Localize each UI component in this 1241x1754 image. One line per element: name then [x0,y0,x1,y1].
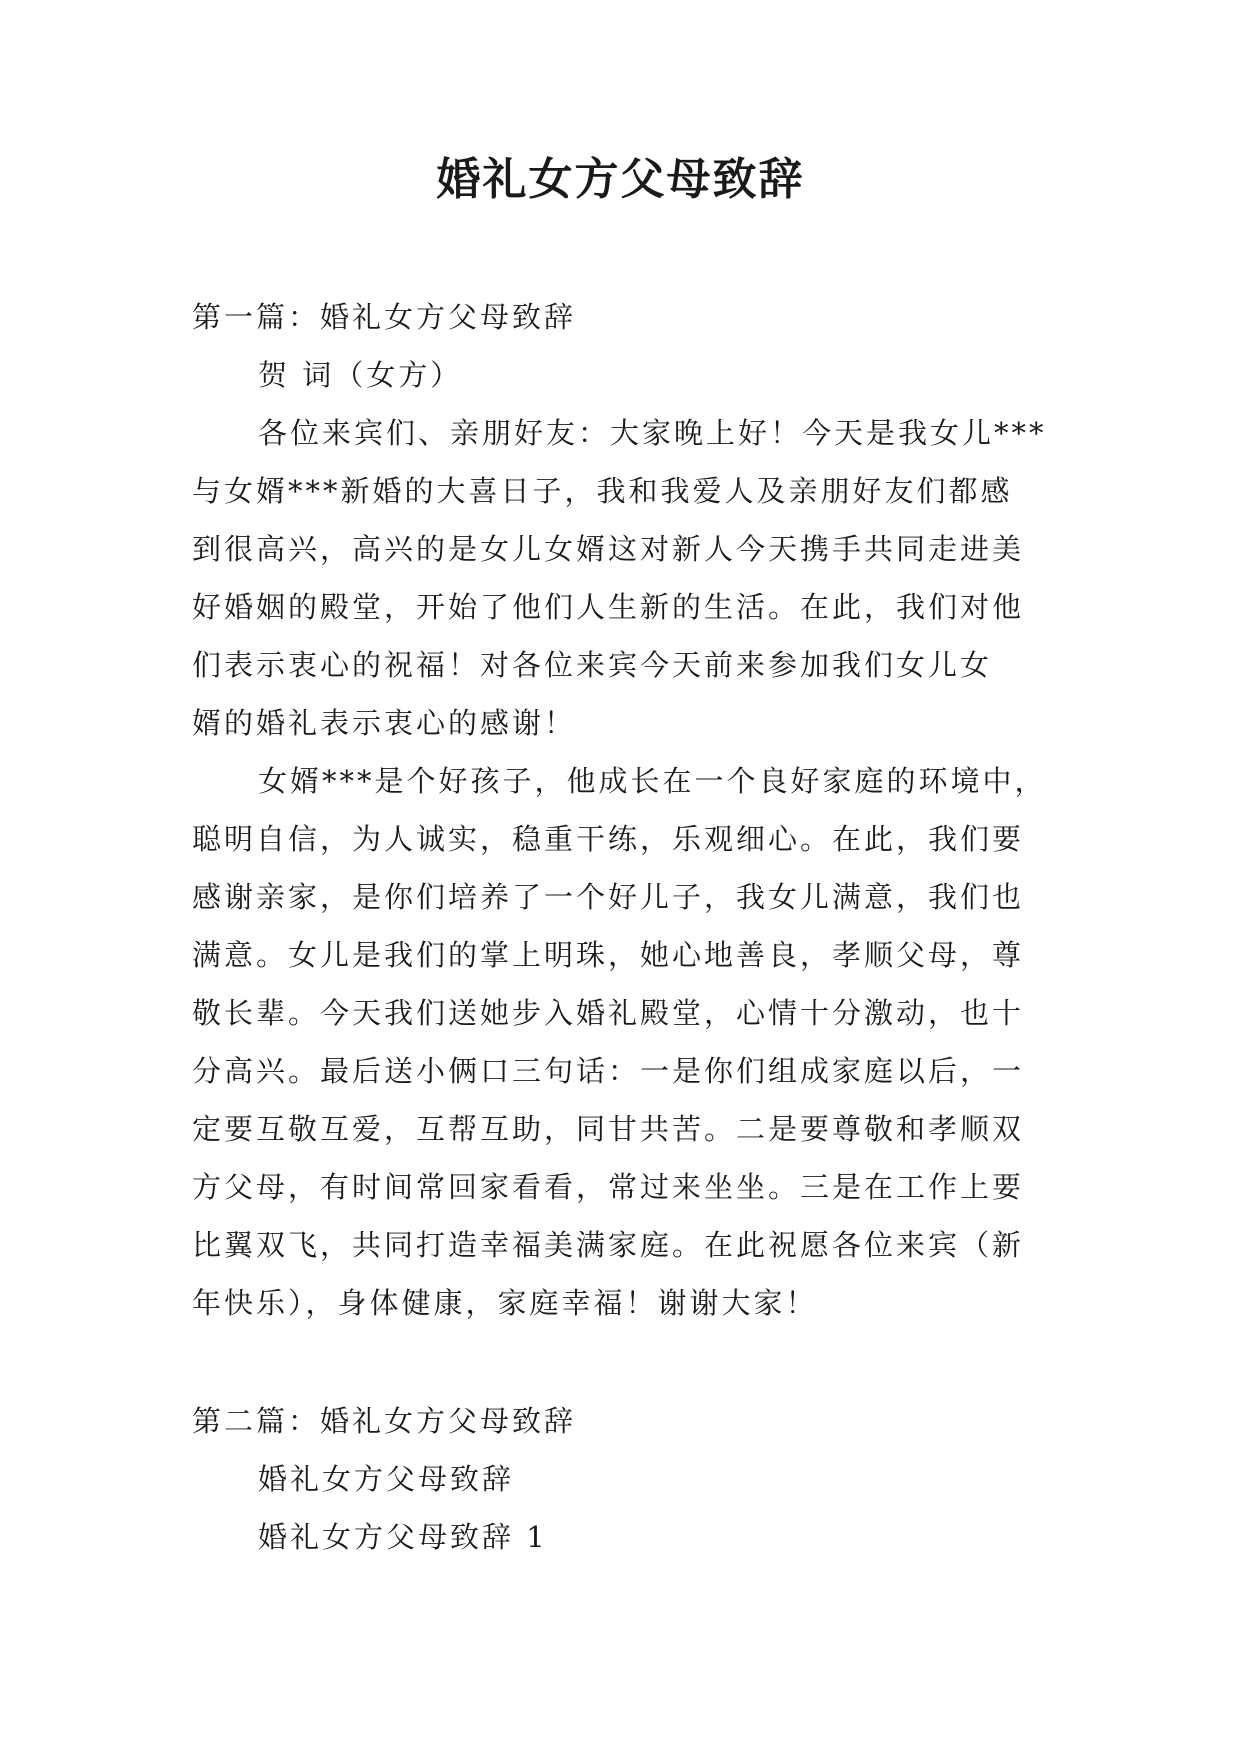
paragraph-line: 感谢亲家，是你们培养了一个好儿子，我女儿满意，我们也 [192,880,1025,914]
paragraph-line: 与女婿***新婚的大喜日子，我和我爱人及亲朋好友们都感 [192,474,1013,508]
section-1-heading: 第一篇：婚礼女方父母致辞 [192,300,577,334]
document-title: 婚礼女方父母致辞 [436,154,805,205]
section-1-paragraph-1 [192,404,1050,752]
paragraph-line: 各位来宾们、亲朋好友：大家晚上好！今天是我女儿*** [258,416,1047,450]
section-1-subheading: 贺 词（女方） [258,358,463,392]
paragraph-line: 比翼双飞，共同打造幸福美满家庭。在此祝愿各位来宾（新 [192,1228,1025,1262]
paragraph-line: 好婚姻的殿堂，开始了他们人生新的生活。在此，我们对他 [192,590,1025,624]
paragraph-line: 们表示衷心的祝福！对各位来宾今天前来参加我们女儿女 [192,648,993,682]
section-2-heading: 第二篇：婚礼女方父母致辞 [192,1404,577,1438]
section-2-line-2: 婚礼女方父母致辞 1 [258,1520,548,1554]
paragraph-line: 方父母，有时间常回家看看，常过来坐坐。三是在工作上要 [192,1170,1025,1204]
paragraph-line: 女婿***是个好孩子，他成长在一个良好家庭的环境中， [258,764,1047,798]
paragraph-line: 婿的婚礼表示衷心的感谢！ [192,706,577,740]
document-body [192,288,1050,1566]
paragraph-line: 敬长辈。今天我们送她步入婚礼殿堂，心情十分激动，也十 [192,996,1025,1030]
paragraph-line: 满意。女儿是我们的掌上明珠，她心地善良，孝顺父母，尊 [192,938,1025,972]
paragraph-line: 到很高兴，高兴的是女儿女婿这对新人今天携手共同走进美 [192,532,1025,566]
section-2-line-1: 婚礼女方父母致辞 [258,1462,515,1496]
paragraph-line: 年快乐），身体健康，家庭幸福！谢谢大家！ [192,1286,818,1320]
paragraph-line: 聪明自信，为人诚实，稳重干练，乐观细心。在此，我们要 [192,822,1025,856]
section-1-paragraph-2 [192,752,1050,1332]
paragraph-line: 定要互敬互爱，互帮互助，同甘共苦。二是要尊敬和孝顺双 [192,1112,1025,1146]
paragraph-line: 分高兴。最后送小俩口三句话：一是你们组成家庭以后，一 [192,1054,1025,1088]
